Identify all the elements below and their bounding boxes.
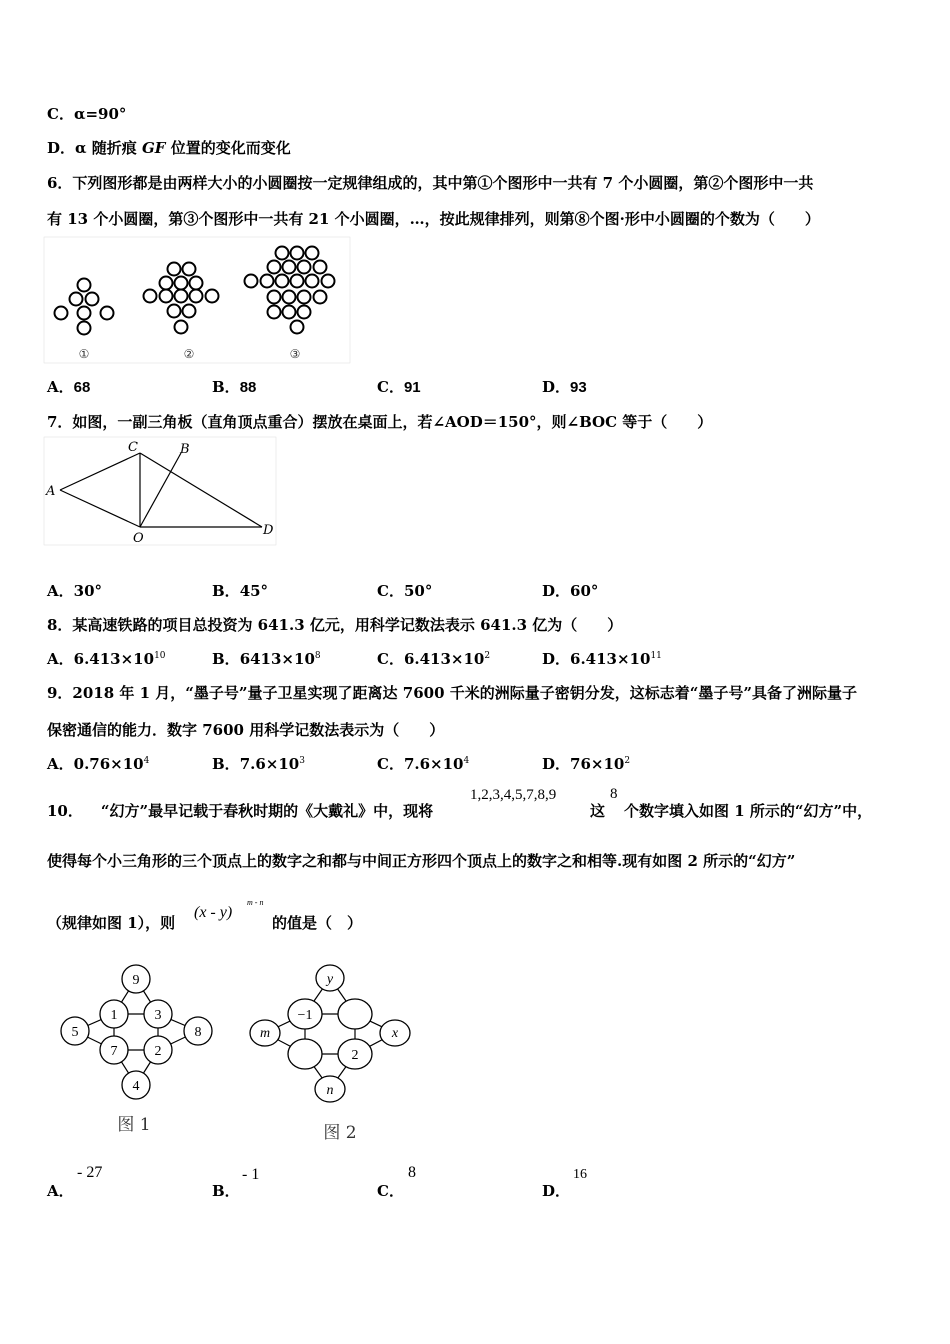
q10-option-a[interactable]: A．	[47, 1182, 74, 1200]
q6-fig3-circle	[283, 291, 296, 304]
q6-fig3-circle	[298, 306, 311, 319]
q7-option-b[interactable]: B．45°	[212, 582, 269, 600]
q6-fig3-circle	[291, 321, 304, 334]
q6-fig3-circle	[291, 275, 304, 288]
q6-option-b[interactable]: B．88	[212, 378, 257, 396]
q6-fig2-circle	[168, 263, 181, 276]
q9-option-b[interactable]: B．$7.6\times 10^3$	[212, 755, 305, 773]
q6-fig2-circle	[144, 290, 157, 303]
q6-fig2-circle	[175, 277, 188, 290]
fig1-right: 8	[194, 1025, 202, 1040]
q6-fig3-circle	[298, 291, 311, 304]
q10-stem-line2: 使得每个小三角形的三个顶点上的数字之和都与中间正方形四个顶点上的数字之和相等.现有如图 2 所示的“幻方”	[47, 852, 796, 870]
fig2-ul: −1	[297, 1008, 313, 1023]
fig1-ll: 7	[110, 1044, 118, 1059]
q10-stem-line1: 10． “幻方”最早记载于春秋时期的《大戴礼》中，现将	[47, 802, 434, 820]
q6-fig3-circle	[276, 247, 289, 260]
q6-fig2-circle	[183, 263, 196, 276]
q6-fig1-circle	[78, 307, 91, 320]
q10-stem-zhe: 这	[590, 802, 606, 820]
q6-fig2-circle	[183, 305, 196, 318]
q6-stem-line2: 有 13 个小圆圈，第③个图形中一共有 21 个小圆圈，…，按此规律排列，则第⑧个图·形中小圆圈的个数为（ ）	[47, 210, 820, 228]
q8-stem: 8．某高速铁路的项目总投资为 641.3 亿元，用科学记数法表示 641.3 亿为（ ）	[47, 616, 623, 634]
q6-fig3-circle	[245, 275, 258, 288]
q10-stem-line3: （规律如图 1），则	[47, 914, 176, 932]
q7-option-a[interactable]: A．30°	[47, 582, 103, 600]
q6-stem-line1: 6．下列图形都是由两样大小的小圆圈按一定规律组成的，其中第①个图形中一共有 7 个小圆圈，第②个图形中一共	[47, 174, 814, 192]
q7-option-c[interactable]: C．50°	[377, 582, 433, 600]
q6-fig3-circle	[291, 247, 304, 260]
q9-option-d[interactable]: D．$76\times 10^2$	[542, 755, 631, 773]
fig1-caption: 图 1	[117, 1115, 151, 1135]
fig1-bottom: 4	[132, 1079, 140, 1094]
q8-option-c[interactable]: C．$6.413\times 10^2$	[377, 650, 491, 668]
q6-fig3-circle	[314, 261, 327, 274]
q6-fig2-circle	[175, 321, 188, 334]
q6-fig3-circle	[314, 291, 327, 304]
q9-stem-line1: 9．2018 年 1 月，“墨子号”量子卫星实现了距离达 7600 千米的洲际量子密钥分发，这标志着“墨子号”具备了洲际量子	[47, 684, 857, 702]
prev-option-c: C．α=90°	[47, 105, 127, 123]
prev-option-d: D．α 随折痕 GF 位置的变化而变化	[47, 139, 291, 157]
q6-fig3-circle	[261, 275, 274, 288]
fig2-right: x	[391, 1026, 399, 1041]
q10-option-a-value: - 27	[77, 1164, 103, 1181]
fig1-ul: 1	[110, 1008, 118, 1023]
q6-figure-frame	[44, 237, 350, 363]
q8-option-a[interactable]: A．$6.413\times 10^{10}$	[47, 650, 166, 668]
point-c-label: C	[128, 440, 138, 455]
q6-fig3-circle	[276, 275, 289, 288]
fig1-lr: 2	[154, 1044, 162, 1059]
fig2-bottom: n	[326, 1083, 334, 1098]
q9-option-c[interactable]: C．$7.6\times 10^4$	[377, 755, 470, 773]
q10-option-d-value: 16	[573, 1167, 587, 1182]
q10-figure-2	[245, 962, 415, 1142]
q6-fig3-circle	[268, 306, 281, 319]
q6-fig1-circle	[55, 307, 68, 320]
q10-stem-line3-end: 的值是（ ）	[272, 914, 363, 932]
q6-fig3-circle	[283, 261, 296, 274]
q10-option-b-value: - 1	[242, 1166, 260, 1183]
q6-option-d[interactable]: D．93	[542, 378, 587, 396]
q6-fig1-circle	[78, 322, 91, 335]
q6-figure	[44, 237, 350, 363]
q6-fig1-circle	[78, 279, 91, 292]
point-b-label: B	[180, 442, 190, 457]
fig2-caption: 图 2	[323, 1123, 357, 1143]
q7-option-d[interactable]: D．60°	[542, 582, 599, 600]
q6-fig-label-3: ③	[289, 347, 301, 361]
q10-option-c[interactable]: C．	[377, 1182, 404, 1200]
q10-figure-1	[58, 962, 218, 1142]
q6-fig-label-2: ②	[183, 347, 195, 361]
q10-number-list: 1,2,3,4,5,7,8,9	[470, 787, 557, 803]
q6-fig3-circle	[268, 291, 281, 304]
q6-fig2-circle	[160, 290, 173, 303]
fig1-top: 9	[132, 973, 140, 988]
q7-figure	[44, 437, 276, 545]
q9-stem-line2: 保密通信的能力．数字 7600 用科学记数法表示为（ ）	[47, 721, 445, 739]
q6-fig3-circle	[322, 275, 335, 288]
q6-fig1-circle	[70, 293, 83, 306]
point-a-label: A	[46, 484, 56, 499]
q10-option-d[interactable]: D．	[542, 1182, 571, 1200]
q6-fig2-circle	[190, 277, 203, 290]
q6-fig2-circle	[160, 277, 173, 290]
q6-option-a[interactable]: A．68	[47, 378, 91, 396]
fig2-top: y	[326, 972, 334, 987]
point-o-label: O	[133, 531, 144, 546]
q10-option-c-value: 8	[408, 1164, 416, 1181]
q10-stem-line1-end: 个数字填入如图 1 所示的“幻方”中，	[624, 802, 873, 820]
q6-fig3-circle	[268, 261, 281, 274]
q8-option-b[interactable]: B．$6413\times 10^8$	[212, 650, 321, 668]
fig1-ur: 3	[154, 1008, 162, 1023]
q6-fig-label-1: ①	[78, 347, 90, 361]
q10-option-b[interactable]: B．	[212, 1182, 240, 1200]
fig2-left: m	[259, 1026, 271, 1041]
q6-fig1-circle	[101, 307, 114, 320]
q6-fig2-circle	[190, 290, 203, 303]
point-d-label: D	[263, 523, 274, 538]
q6-fig3-circle	[298, 261, 311, 274]
q6-fig1-circle	[86, 293, 99, 306]
q10-expression-exponent: m - n	[247, 898, 264, 907]
q9-option-a[interactable]: A．$0.76\times 10^4$	[47, 755, 150, 773]
q6-fig2-circle	[206, 290, 219, 303]
fig2-lr: 2	[351, 1048, 359, 1063]
q6-fig3-circle	[306, 247, 319, 260]
fig1-left: 5	[71, 1025, 79, 1040]
q6-fig2-circle	[168, 305, 181, 318]
q6-fig3-circle	[283, 306, 296, 319]
q10-count: 8	[610, 786, 618, 802]
q6-option-c[interactable]: C．91	[377, 378, 421, 396]
q6-fig3-circle	[306, 275, 319, 288]
q7-stem: 7．如图，一副三角板（直角顶点重合）摆放在桌面上，若∠AOD＝150°，则∠BOC 等于（ ）	[47, 413, 713, 431]
q8-option-d[interactable]: D．$6.413\times 10^{11}$	[542, 650, 662, 668]
q10-expression-base: (x - y)	[194, 904, 233, 921]
q6-fig2-circle	[175, 290, 188, 303]
